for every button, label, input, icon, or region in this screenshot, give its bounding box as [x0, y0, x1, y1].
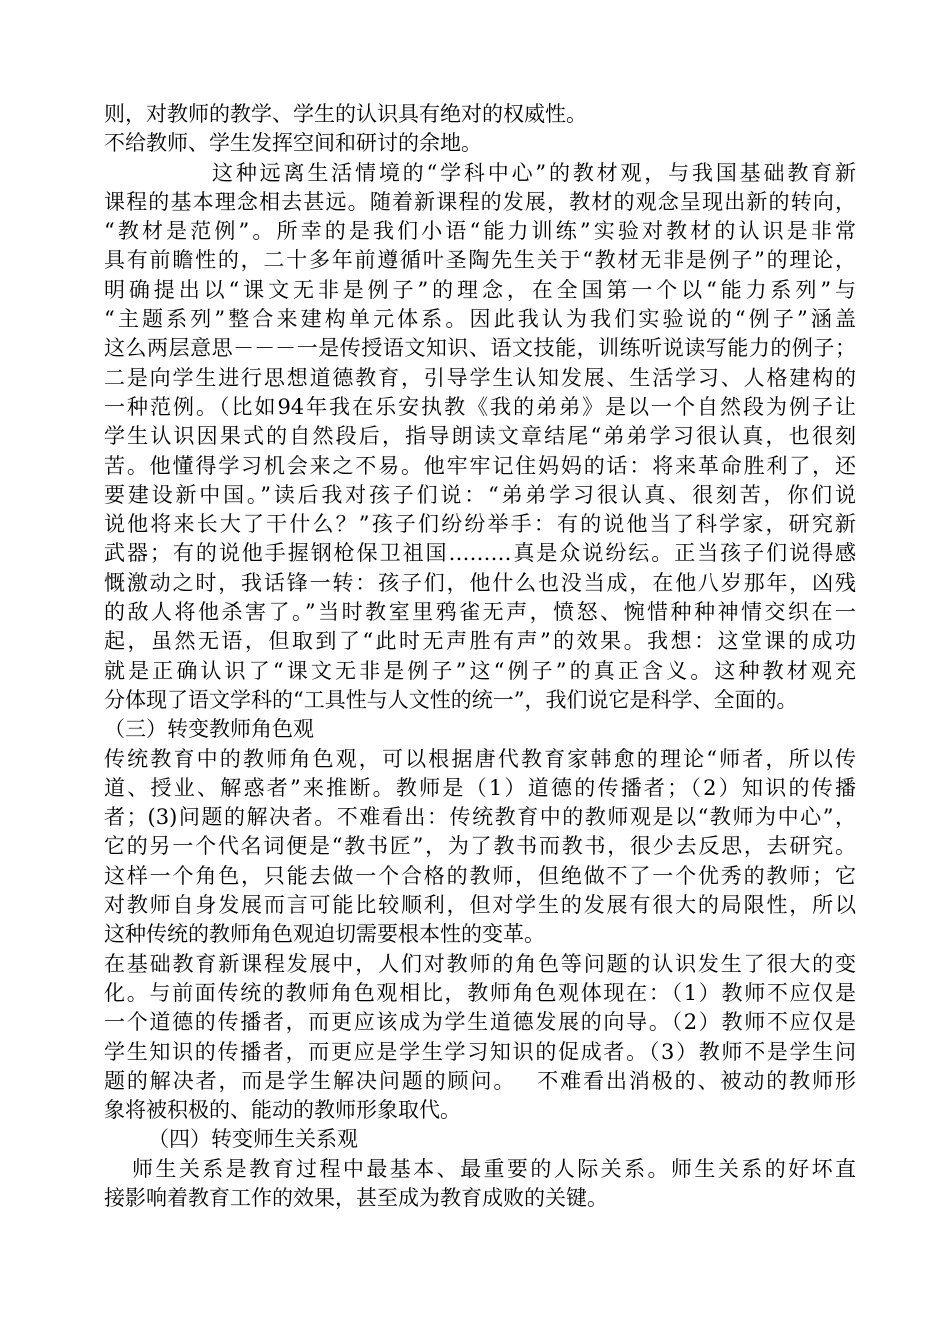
text-line: 就是正确认识了“课文无非是例子”这“例子”的真正含义。这种教材观充 — [104, 658, 856, 683]
text-line: 者；(3)问题的解决者。不难看出：传统教育中的教师观是以“教师为中心”， — [104, 805, 856, 830]
text-line: 接影响着教育工作的效果，甚至成为教育成败的关键。 — [104, 1185, 608, 1210]
text-line: 化。与前面传统的教师角色观相比，教师角色观体现在：（1）教师不应仅是 — [104, 980, 856, 1005]
text-line: 在基础教育新课程发展中，人们对教师的角色等问题的认识发生了很大的变 — [104, 951, 856, 976]
text-line: （四）转变师生关系观 — [148, 1127, 358, 1152]
paragraph-new-role — [104, 950, 856, 1126]
text-line: 分体现了语文学科的“工具性与人文性的统一”，我们说它是科学、全面的。 — [104, 687, 798, 712]
text-line: 武器；有的说他手握钢枪保卫祖国………真是众说纷纭。正当孩子们说得感 — [104, 541, 856, 566]
text-line: 说他将来长大了干什么？”孩子们纷纷举手：有的说他当了科学家，研究新 — [104, 512, 856, 537]
paragraph-textbook-view — [104, 159, 856, 716]
paragraph-2 — [104, 129, 856, 158]
section-heading-4 — [104, 1125, 856, 1154]
text-line: 对教师自身发展而言可能比较顺利，但对学生的发展有很大的局限性，所以 — [104, 893, 856, 918]
paragraph-teacher-student — [104, 1155, 856, 1214]
text-line: 课程的基本理念相去甚远。随着新课程的发展，教材的观念呈现出新的转向， — [104, 189, 856, 214]
text-line: 学生知识的传播者，而更应是学生学习知识的促成者。（3）教师不是学生问 — [104, 1039, 856, 1064]
text-line: 学生认识因果式的自然段后，指导朗读文章结尾“弟弟学习很认真，也很刻 — [104, 424, 856, 449]
text-line: 二是向学生进行思想道德教育，引导学生认知发展、生活学习、人格建构的 — [104, 365, 856, 390]
text-line: 这么两层意思－－－一是传授语文知识、语文技能，训练听说读写能力的例子； — [104, 336, 856, 361]
document-page — [104, 100, 856, 1213]
text-line: 明确提出以“课文无非是例子”的理念，在全国第一个以“能力系列”与 — [104, 277, 856, 302]
text-line: 传统教育中的教师角色观，可以根据唐代教育家韩愈的理论“师者，所以传 — [104, 746, 856, 771]
text-line: 这样一个角色，只能去做一个合格的教师，但绝做不了一个优秀的教师；它 — [104, 863, 856, 888]
text-line: 要建设新中国。”读后我对孩子们说：“弟弟学习很认真、很刻苦，你们说 — [104, 482, 856, 507]
text-line: 题的解决者，而是学生解决问题的顾问。 不难看出消极的、被动的教师形 — [104, 1068, 856, 1093]
text-line: 具有前瞻性的，二十多年前遵循叶圣陶先生关于“教材无非是例子”的理论， — [104, 248, 856, 273]
text-line: （三）转变教师角色观 — [104, 717, 314, 742]
text-line: 道、授业、解惑者”来推断。教师是（1）道德的传播者；（2）知识的传播 — [104, 775, 856, 800]
text-line: 它的另一个代名词便是“教书匠”，为了教书而教书，很少去反思，去研究。 — [104, 834, 856, 859]
text-line: 不给教师、学生发挥空间和研讨的余地。 — [104, 131, 482, 156]
text-line: “主题系列”整合来建构单元体系。因此我认为我们实验说的“例子”涵盖 — [104, 307, 856, 332]
section-heading-3 — [104, 715, 856, 744]
text-line: 苦。他懂得学习机会来之不易。他牢牢记住妈妈的话：将来革命胜利了，还 — [104, 453, 856, 478]
text-line: 则，对教师的教学、学生的认识具有绝对的权威性。 — [104, 102, 587, 126]
text-line: 象将被积极的、能动的教师形象取代。 — [104, 1098, 461, 1123]
text-line: 师生关系是教育过程中最基本、最重要的人际关系。师生关系的好坏直 — [132, 1156, 856, 1181]
text-line: 慨激动之时，我话锋一转：孩子们，他什么也没当成，在他八岁那年，凶残 — [104, 570, 856, 595]
text-line: 这种远离生活情境的“学科中心”的教材观，与我国基础教育新 — [212, 160, 856, 185]
text-line: 一个道德的传播者，而更应该成为学生道德发展的向导。（2）教师不应仅是 — [104, 1010, 856, 1035]
text-line: 的敌人将他杀害了。”当时教室里鸦雀无声，愤怒、惋惜种种神情交织在一 — [104, 600, 856, 625]
text-line: 这种传统的教师角色观迫切需要根本性的变革。 — [104, 922, 545, 947]
text-line: 一种范例。（比如94年我在乐安执教《我的弟弟》是以一个自然段为例子让 — [104, 394, 856, 419]
paragraph-1 — [104, 100, 856, 129]
text-line: 起，虽然无语，但取到了“此时无声胜有声”的效果。我想：这堂课的成功 — [104, 629, 856, 654]
text-line: “教材是范例”。所幸的是我们小语“能力训练”实验对教材的认识是非常 — [104, 219, 856, 244]
paragraph-traditional-role — [104, 745, 856, 950]
